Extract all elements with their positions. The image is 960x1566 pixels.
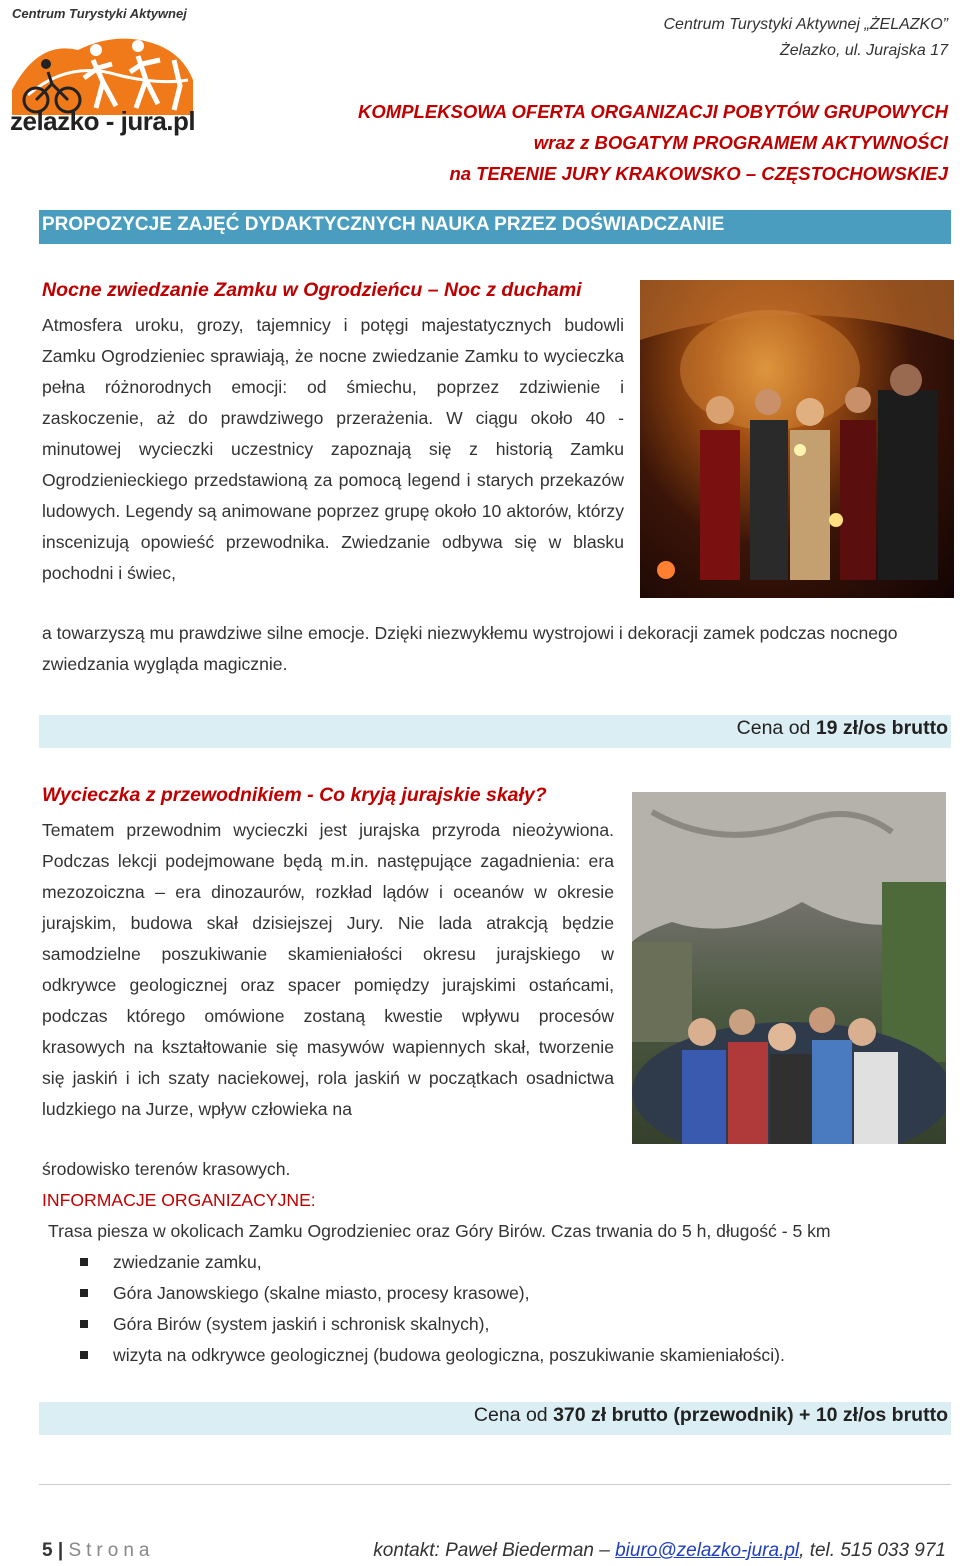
logo-top-text: Centrum Turystyki Aktywnej (12, 6, 187, 21)
contact-email-link[interactable]: biuro@zelazko-jura.pl (615, 1540, 800, 1561)
block1-title: Nocne zwiedzanie Zamku w Ogrodzieńcu – Noc z duchami (42, 279, 582, 301)
offer-line-1: KOMPLEKSOWA OFERTA ORGANIZACJI POBYTÓW GRUPOWYCH (358, 101, 948, 122)
info-heading: INFORMACJE ORGANIZACYJNE: (42, 1190, 316, 1210)
logo-athletes-icon (8, 20, 198, 120)
block2-price-prefix: Cena od (473, 1404, 554, 1426)
info-bullet-list (78, 1247, 785, 1371)
footer-divider (39, 1484, 951, 1485)
logo (8, 4, 198, 136)
block2-price-bar (39, 1402, 951, 1435)
header-contact (664, 12, 949, 64)
header-offer (358, 96, 948, 189)
block1-price-bar (39, 715, 951, 748)
block1-text: Atmosfera uroku, grozy, tajemnicy i potęgi majestatycznych budowli Zamku Ogrodzieniec sprawiają, że nocne zwiedzanie Zamku to wycieczka pełna różnorodnych emocji: od śmiechu, poprzez zdziwienie i zaskoczenie, aż do prawdziwego przerażenia. W ciągu około 40 - minutowej wycieczki uczestnicy zapoznają się z historią Zamku Ogrodzienieckiego przedstawioną za pomocą legend i starych przekazów ludowych. Legendy są animowane poprzez grupę około 10 aktorów, którzy inscenizują opowieść przewodnika. Zwiedzanie odbywa się w blasku pochodni i świec, (42, 315, 624, 583)
list-item: zwiedzanie zamku, (78, 1247, 785, 1278)
block2-text: Tematem przewodnim wycieczki jest jurajska przyroda nieożywiona. Podczas lekcji podejmowane będą m.in. następujące zagadnienia: era mezozoiczna – era dinozaurów, rozkład lądów i oceanów w okresie jurajskim, budowa skał dzisiejszej Jury. Nie lada atrakcją będzie samodzielne poszukiwanie skamieniałości okresu jurajskiego w odkrywce geologicznej oraz spacer pomiędzy jurajskimi ostańcami, podczas którego omówione zostaną kwestie wpływu procesów krasowych na kształtowanie się masywów wapiennych skał, tworzenie się jaskiń i ich szaty naciekowej, rola jaskiń w początkach osadnictwa ludzkiego na Jurze, wpływ człowieka na (42, 820, 614, 1119)
bullet-square-icon (80, 1351, 88, 1359)
page-number (42, 1540, 154, 1562)
castle-night-tour-photo (640, 280, 954, 598)
list-item: wizyta na odkrywce geologicznej (budowa geologiczna, poszukiwanie skamieniałości). (78, 1340, 785, 1371)
bullet-square-icon (80, 1320, 88, 1328)
offer-line-2: wraz z BOGATYM PROGRAMEM AKTYWNOŚCI (533, 132, 948, 153)
contact-prefix: kontakt: Paweł Biederman – (373, 1540, 616, 1561)
info-route-line: Trasa piesza w okolicach Zamku Ogrodzieniec oraz Góry Birów. Czas trwania do 5 h, długość - 5 km (48, 1221, 831, 1241)
page-word: Strona (68, 1540, 155, 1561)
block2-price-value: 370 zł brutto (przewodnik) + 10 zł/os brutto (553, 1404, 948, 1426)
center-address: Żelazko, ul. Jurajska 17 (779, 42, 948, 59)
bullet-square-icon (80, 1289, 88, 1297)
rock-cave-group-photo (632, 792, 946, 1144)
block1-price-prefix: Cena od (736, 717, 816, 739)
block1-text-continued: a towarzyszą mu prawdziwe silne emocje. Dzięki niezwykłemu wystrojowi i dekoracji zamek podczas nocnego zwiedzania wygląda magicznie. (42, 623, 898, 674)
block2-title: Wycieczka z przewodnikiem - Co kryją jurajskie skały? (42, 784, 547, 806)
contact-phone: , tel. 515 033 971 (799, 1540, 946, 1561)
block1-price-value: 19 zł/os brutto (815, 717, 948, 739)
list-item: Góra Janowskiego (skalne miasto, procesy krasowe), (78, 1278, 785, 1309)
list-item: Góra Birów (system jaskiń i schronisk skalnych), (78, 1309, 785, 1340)
page-number-value: 5 (42, 1540, 53, 1561)
page-number-separator: | (57, 1540, 64, 1561)
block2-text-end: środowisko terenów krasowych. (42, 1159, 291, 1179)
offer-line-3: na TERENIE JURY KRAKOWSKO – CZĘSTOCHOWSKIEJ (449, 163, 948, 184)
logo-bottom-text: zelazko - jura.pl (10, 106, 196, 136)
footer-contact (373, 1540, 946, 1562)
bullet-square-icon (80, 1258, 88, 1266)
section-title: PROPOZYCJE ZAJĘĆ DYDAKTYCZNYCH NAUKA PRZEZ DOŚWIADCZANIE (39, 210, 951, 244)
center-name: Centrum Turystyki Aktywnej „ŻELAZKO” (663, 16, 948, 33)
